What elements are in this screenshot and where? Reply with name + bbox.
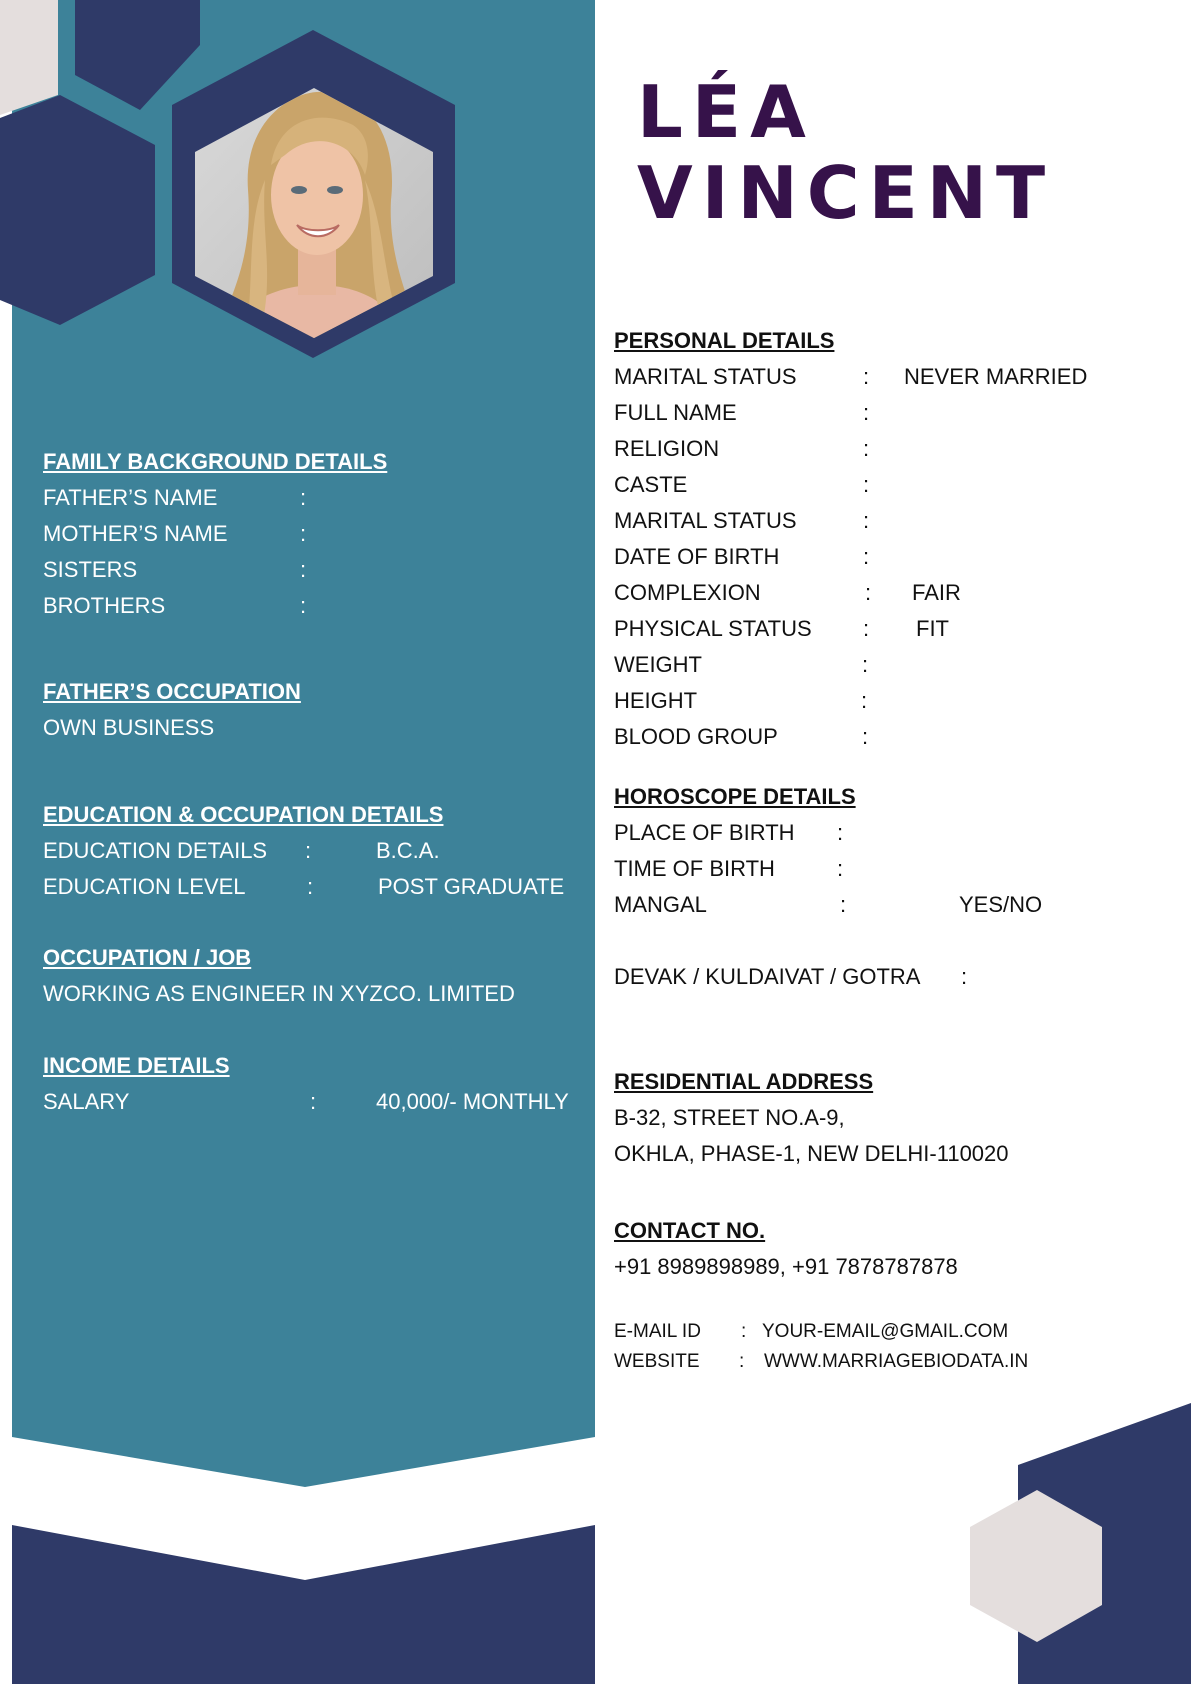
email-label: E-MAIL ID: [614, 1321, 701, 1342]
row-label: DATE OF BIRTH: [614, 544, 780, 569]
row-value: B.C.A.: [376, 838, 440, 863]
row-label: PHYSICAL STATUS: [614, 616, 812, 641]
row-label: COMPLEXION: [614, 580, 761, 605]
row-value: FAIR: [912, 580, 961, 605]
address-section: [614, 1064, 1009, 1172]
website-label: WEBSITE: [614, 1351, 700, 1372]
income-section: [43, 1048, 583, 1120]
row-colon: :: [863, 400, 870, 425]
address-heading: RESIDENTIAL ADDRESS: [614, 1069, 874, 1094]
website-value[interactable]: WWW.MARRIAGEBIODATA.IN: [764, 1351, 1029, 1372]
family-row: [43, 552, 387, 588]
row-label: WEIGHT: [614, 652, 702, 677]
row-colon: :: [840, 892, 847, 917]
income-heading: INCOME DETAILS: [43, 1053, 230, 1078]
row-colon: :: [863, 508, 870, 533]
horoscope-heading: HOROSCOPE DETAILS: [614, 784, 856, 809]
income-row: [43, 1084, 583, 1120]
row-label: BROTHERS: [43, 593, 166, 618]
corner-gray-shape: [0, 0, 58, 115]
row-colon: :: [837, 856, 844, 881]
row-label: CASTE: [614, 472, 688, 497]
personal-heading: PERSONAL DETAILS: [614, 328, 835, 353]
fathers-occupation-value: OWN BUSINESS: [43, 715, 215, 740]
row-label: EDUCATION DETAILS: [43, 838, 268, 863]
row-value: NEVER MARRIED: [904, 364, 1088, 389]
personal-row: [614, 575, 1154, 611]
row-label: PLACE OF BIRTH: [614, 820, 795, 845]
personal-section: [614, 323, 1154, 755]
education-heading: EDUCATION & OCCUPATION DETAILS: [43, 802, 444, 827]
row-colon: :: [739, 1351, 745, 1372]
row-value: YES/NO: [959, 892, 1043, 917]
row-colon: :: [300, 593, 307, 618]
personal-row: [614, 611, 1154, 647]
address-line-2: OKHLA, PHASE-1, NEW DELHI-110020: [614, 1141, 1009, 1166]
contact-phones: +91 8989898989, +91 7878787878: [614, 1254, 958, 1279]
row-colon: :: [837, 820, 844, 845]
row-colon: :: [300, 485, 307, 510]
education-row: [43, 869, 563, 905]
family-row: [43, 480, 387, 516]
education-section: [43, 797, 563, 905]
row-value: 40,000/- MONTHLY: [376, 1089, 569, 1114]
row-colon: :: [741, 1321, 747, 1342]
contact-section: [614, 1213, 958, 1285]
personal-row: [614, 395, 1154, 431]
row-colon: :: [300, 521, 307, 546]
horoscope-row: [614, 815, 1154, 851]
row-colon: :: [307, 874, 314, 899]
occupation-section: [43, 940, 515, 1012]
row-label: TIME OF BIRTH: [614, 856, 775, 881]
row-colon: :: [310, 1089, 317, 1114]
personal-row: [614, 719, 1154, 755]
personal-row: [614, 467, 1154, 503]
row-colon: :: [862, 724, 869, 749]
first-name: LÉA: [637, 70, 815, 154]
family-heading: FAMILY BACKGROUND DETAILS: [43, 449, 388, 474]
online-contact-section: [614, 1317, 1114, 1377]
row-label: BLOOD GROUP: [614, 724, 778, 749]
row-colon: :: [961, 964, 968, 989]
occupation-value: WORKING AS ENGINEER IN XYZCO. LIMITED: [43, 981, 515, 1006]
row-colon: :: [865, 580, 872, 605]
personal-row: [614, 683, 1154, 719]
fathers-occupation-section: [43, 674, 301, 746]
family-row: [43, 516, 387, 552]
family-section: [43, 444, 387, 624]
address-line-1: B-32, STREET NO.A-9,: [614, 1105, 845, 1130]
personal-row: [614, 647, 1154, 683]
row-value: POST GRADUATE: [378, 874, 565, 899]
row-colon: :: [863, 436, 870, 461]
horoscope-section: [614, 779, 1154, 995]
row-colon: :: [862, 652, 869, 677]
row-label: MARITAL STATUS: [614, 364, 797, 389]
row-label: SALARY: [43, 1089, 130, 1114]
occupation-heading: OCCUPATION / JOB: [43, 945, 252, 970]
row-colon: :: [300, 557, 307, 582]
row-value: FIT: [916, 616, 949, 641]
horoscope-row: [614, 851, 1154, 887]
row-label: HEIGHT: [614, 688, 698, 713]
personal-row: [614, 359, 1154, 395]
row-label: RELIGION: [614, 436, 720, 461]
row-colon: :: [863, 364, 870, 389]
last-name: VINCENT: [637, 151, 1055, 235]
fathers-occupation-heading: FATHER’S OCCUPATION: [43, 679, 301, 704]
row-colon: :: [305, 838, 312, 863]
bottom-navy-band: [12, 1525, 595, 1684]
row-label: DEVAK / KULDAIVAT / GOTRA: [614, 964, 921, 989]
gotra-row: [614, 959, 1154, 995]
horoscope-row: [614, 887, 1154, 923]
email-value[interactable]: YOUR-EMAIL@GMAIL.COM: [762, 1321, 1009, 1342]
row-colon: :: [861, 688, 868, 713]
row-colon: :: [863, 544, 870, 569]
website-row: [614, 1347, 1114, 1377]
email-row: [614, 1317, 1114, 1347]
row-label: MOTHER’S NAME: [43, 521, 228, 546]
row-label: EDUCATION LEVEL: [43, 874, 246, 899]
row-colon: :: [863, 472, 870, 497]
personal-row: [614, 503, 1154, 539]
row-label: FATHER’S NAME: [43, 485, 218, 510]
row-label: MARITAL STATUS: [614, 508, 797, 533]
row-label: MANGAL: [614, 892, 707, 917]
row-colon: :: [863, 616, 870, 641]
education-row: [43, 833, 563, 869]
row-label: FULL NAME: [614, 400, 737, 425]
contact-heading: CONTACT NO.: [614, 1218, 766, 1243]
profile-photo: [193, 80, 435, 340]
family-row: [43, 588, 387, 624]
row-label: SISTERS: [43, 557, 138, 582]
personal-row: [614, 539, 1154, 575]
personal-row: [614, 431, 1154, 467]
